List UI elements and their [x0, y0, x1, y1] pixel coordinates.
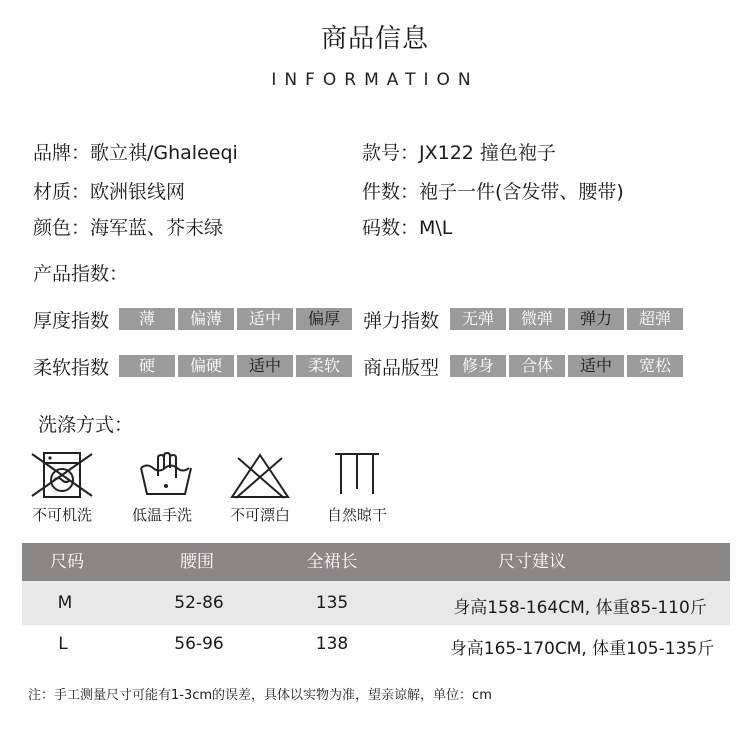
table-cell: 56-96	[174, 634, 224, 654]
elasticity-option-selected: 弹力	[568, 308, 624, 330]
material-info: 材质：欧洲银线网	[33, 181, 186, 203]
color-info: 颜色：海军蓝、芥末绿	[33, 217, 224, 239]
elasticity-option: 微弹	[509, 308, 565, 330]
thickness-option: 偏薄	[178, 308, 234, 330]
softness-option: 柔软	[296, 355, 352, 377]
thickness-option: 适中	[237, 308, 293, 330]
table-header	[22, 543, 730, 581]
no-bleach-icon	[228, 452, 292, 500]
hand-wash-low-temp-icon	[138, 452, 194, 498]
product-index-title: 产品指数：	[33, 263, 129, 285]
thickness-option-selected: 偏厚	[296, 308, 352, 330]
fit-option: 宽松	[627, 355, 683, 377]
elasticity-option: 无弹	[450, 308, 506, 330]
care-title: 洗涤方式：	[38, 414, 134, 436]
elasticity-label: 弹力指数	[363, 310, 440, 332]
softness-option-selected: 适中	[237, 355, 293, 377]
care-label: 不可机洗	[31, 506, 92, 524]
brand-info: 品牌：歌立祺/Ghaleeqi	[33, 142, 238, 164]
fit-option-selected: 适中	[568, 355, 624, 377]
softness-label: 柔软指数	[33, 357, 110, 379]
table-cell: 138	[315, 634, 349, 654]
table-header-cell: 腰围	[180, 552, 214, 572]
fit-option: 修身	[450, 355, 506, 377]
table-cell: L	[58, 634, 68, 654]
table-header-cell: 尺码	[50, 552, 84, 572]
table-header-cell: 全裙长	[306, 552, 358, 572]
table-cell: 身高165-170CM, 体重105-135斤	[449, 639, 715, 659]
table-cell: 135	[315, 593, 349, 613]
table-row	[22, 581, 730, 625]
size-info: 码数：M\L	[362, 217, 453, 239]
softness-option: 偏硬	[178, 355, 234, 377]
table-row	[22, 625, 730, 667]
table-cell: M	[57, 593, 73, 613]
style-no-info: 款号：JX122 撞色袍子	[362, 142, 556, 164]
no-machine-wash-icon	[28, 450, 96, 500]
table-header-cell: 尺寸建议	[498, 552, 566, 572]
care-label: 不可漂白	[229, 506, 290, 524]
thickness-option: 薄	[119, 308, 175, 330]
table-cell: 身高158-164CM, 体重85-110斤	[453, 598, 707, 618]
care-label: 自然晾干	[326, 506, 387, 524]
care-label: 低温手洗	[131, 506, 192, 524]
table-cell: 52-86	[174, 593, 224, 613]
thickness-label: 厚度指数	[33, 310, 110, 332]
softness-option: 硬	[119, 355, 175, 377]
fit-label: 商品版型	[363, 357, 440, 379]
fit-option: 合体	[509, 355, 565, 377]
pieces-info: 件数：袍子一件(含发带、腰带)	[362, 181, 624, 203]
page-title: 商品信息	[320, 24, 429, 54]
line-dry-icon	[332, 451, 382, 497]
elasticity-option: 超弹	[627, 308, 683, 330]
footnote: 注：手工测量尺寸可能有1-3cm的误差，具体以实物为准，望亲谅解，单位：cm	[28, 688, 492, 703]
page-subtitle: INFORMATION	[271, 70, 479, 90]
